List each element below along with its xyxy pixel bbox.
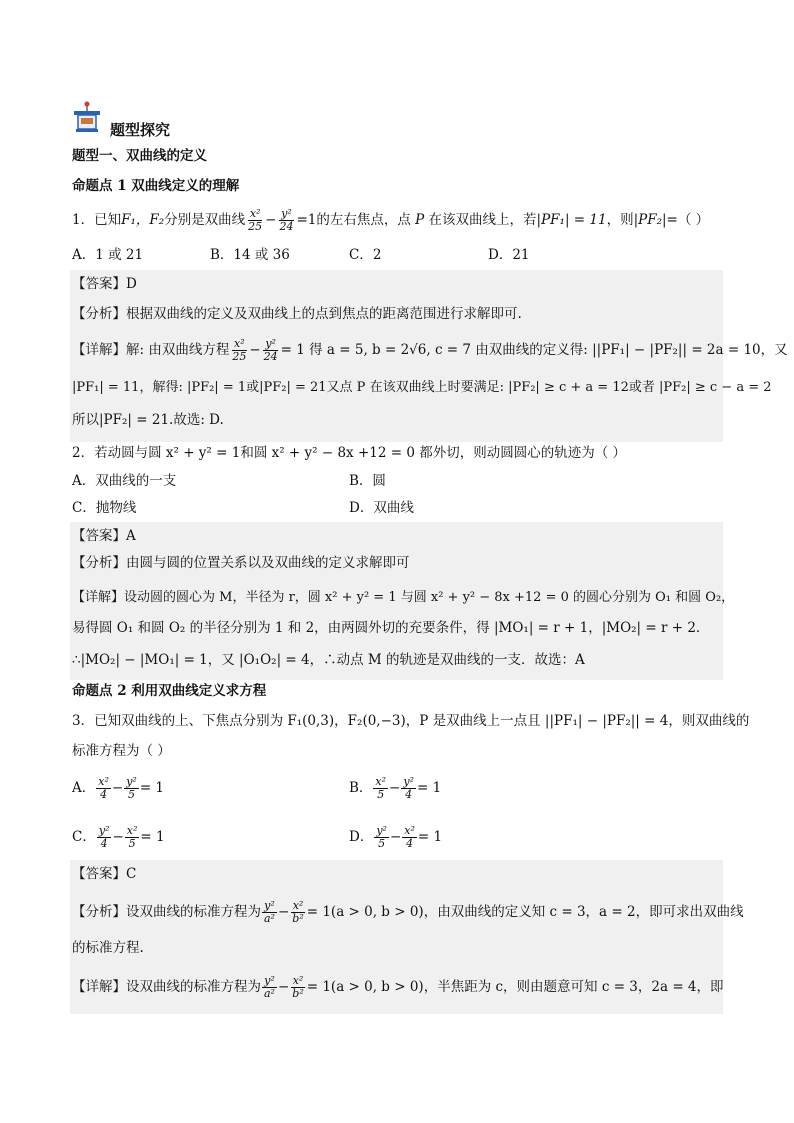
section-header: 题型探究	[110, 121, 171, 139]
question-3-stem-line1: 3．已知双曲线的上、下焦点分别为 F₁(0,3)，F₂(0,−3)，P 是双曲线上一点且 ||PF₁| − |PF₂|| = 4，则双曲线的	[72, 713, 750, 729]
q1-option-d: D．21	[488, 247, 530, 263]
q3-option-c: C． $\frac{\text{y²}}{4}$ − $\frac{\text{x²}}{5}$ = 1	[72, 824, 165, 850]
lectern-icon	[72, 100, 112, 134]
q3-option-b: B． $\frac{\text{x²}}{5}$ − $\frac{\text{y²}}{4}$ = 1	[349, 775, 442, 801]
q3-option-a: A． $\frac{\text{x²}}{4}$ − $\frac{\text{y²}}{5}$ = 1	[72, 775, 165, 801]
q1-detail-line3: 所以|PF₂| = 21.故选: D.	[72, 412, 224, 428]
q1-option-c: C．2	[349, 247, 382, 263]
q1-detail-line1: 【详解】解: 由双曲线方程 $\frac{\text{x²}}{25}$ − $\frac{\text{y²}}{24}$ = 1 得 a = 5, b = 2√6, c = 7 由双曲线的定义得: ||PF₁| − |PF₂|| = 2a = 10，又	[72, 337, 788, 363]
q2-detail-line2: 易得圆 O₁ 和圆 O₂ 的半径分别为 1 和 2，由两圆外切的充要条件，得 |MO₁| = r + 1，|MO₂| = r + 2．	[72, 620, 710, 636]
q2-option-a: A．双曲线的一支	[72, 473, 177, 489]
subsection-title-2: 命题点 2 利用双曲线定义求方程	[72, 683, 267, 699]
type-title: 题型一、双曲线的定义	[72, 148, 207, 164]
q3-option-d: D． $\frac{\text{y²}}{5}$ − $\frac{\text{x²}}{4}$ = 1	[349, 824, 443, 850]
q2-option-d: D．双曲线	[349, 500, 414, 516]
q3-analysis-line1: 【分析】设双曲线的标准方程为 $\frac{\text{y²}}{\text{a²}}$ − $\frac{\text{x²}}{\text{b²}}$ = 1(a > 0, b > 0)，由双曲线的定义知 c = 3，a = 2，即可求出双曲线	[72, 899, 744, 925]
q1-option-a: A．1 或 21	[72, 247, 144, 263]
question-2-stem: 2．若动圆与圆 x² + y² = 1和圆 x² + y² − 8x +12 = 0 都外切，则动圆圆心的轨迹为（ ）	[72, 445, 627, 461]
q3-answer: 【答案】C	[72, 866, 137, 882]
q2-option-c: C．抛物线	[72, 500, 137, 516]
q2-detail-line3: ∴|MO₂| − |MO₁| = 1，又 |O₁O₂| = 4，∴动点 M 的轨迹是双曲线的一支．故选：A	[72, 652, 585, 668]
q2-answer: 【答案】A	[72, 528, 136, 544]
q3-detail-line1: 【详解】设双曲线的标准方程为 $\frac{\text{y²}}{\text{a²}}$ − $\frac{\text{x²}}{\text{b²}}$ = 1(a > 0, b > 0)，半焦距为 c，则由题意可知 c = 3，2a = 4，即	[72, 974, 724, 1000]
subsection-title-1: 命题点 1 双曲线定义的理解	[72, 178, 240, 194]
q2-detail-line1: 【详解】设动圆的圆心为 M，半径为 r，圆 x² + y² = 1 与圆 x² + y² − 8x +12 = 0 的圆心分别为 O₁ 和圆 O₂，	[72, 590, 735, 605]
question-3-stem-line2: 标准方程为（ ）	[72, 743, 171, 759]
question-1-stem: 1．已知F₁，F₂分别是双曲线 $\frac{\text{x²}}{25}$ − $\frac{\text{y²}}{24}$ =1的左右焦点，点 P 在该双曲线上，若|PF₁| = 11，则|PF₂|=（ ）	[72, 207, 710, 233]
q1-analysis: 【分析】根据双曲线的定义及双曲线上的点到焦点的距离范围进行求解即可.	[72, 306, 522, 322]
q2-analysis: 【分析】由圆与圆的位置关系以及双曲线的定义求解即可	[72, 555, 410, 571]
q1-option-b: B．14 或 36	[210, 247, 290, 263]
q1-detail-line2: |PF₁| = 11，解得: |PF₂| = 1或|PF₂| = 21又点 P 在该双曲线上时要满足: |PF₂| ≥ c + a = 12或者 |PF₂| ≥ c − a = 2	[72, 380, 772, 395]
q2-option-b: B．圆	[349, 473, 386, 489]
q1-answer: 【答案】D	[72, 276, 137, 292]
q3-analysis-line2: 的标准方程.	[72, 940, 144, 956]
